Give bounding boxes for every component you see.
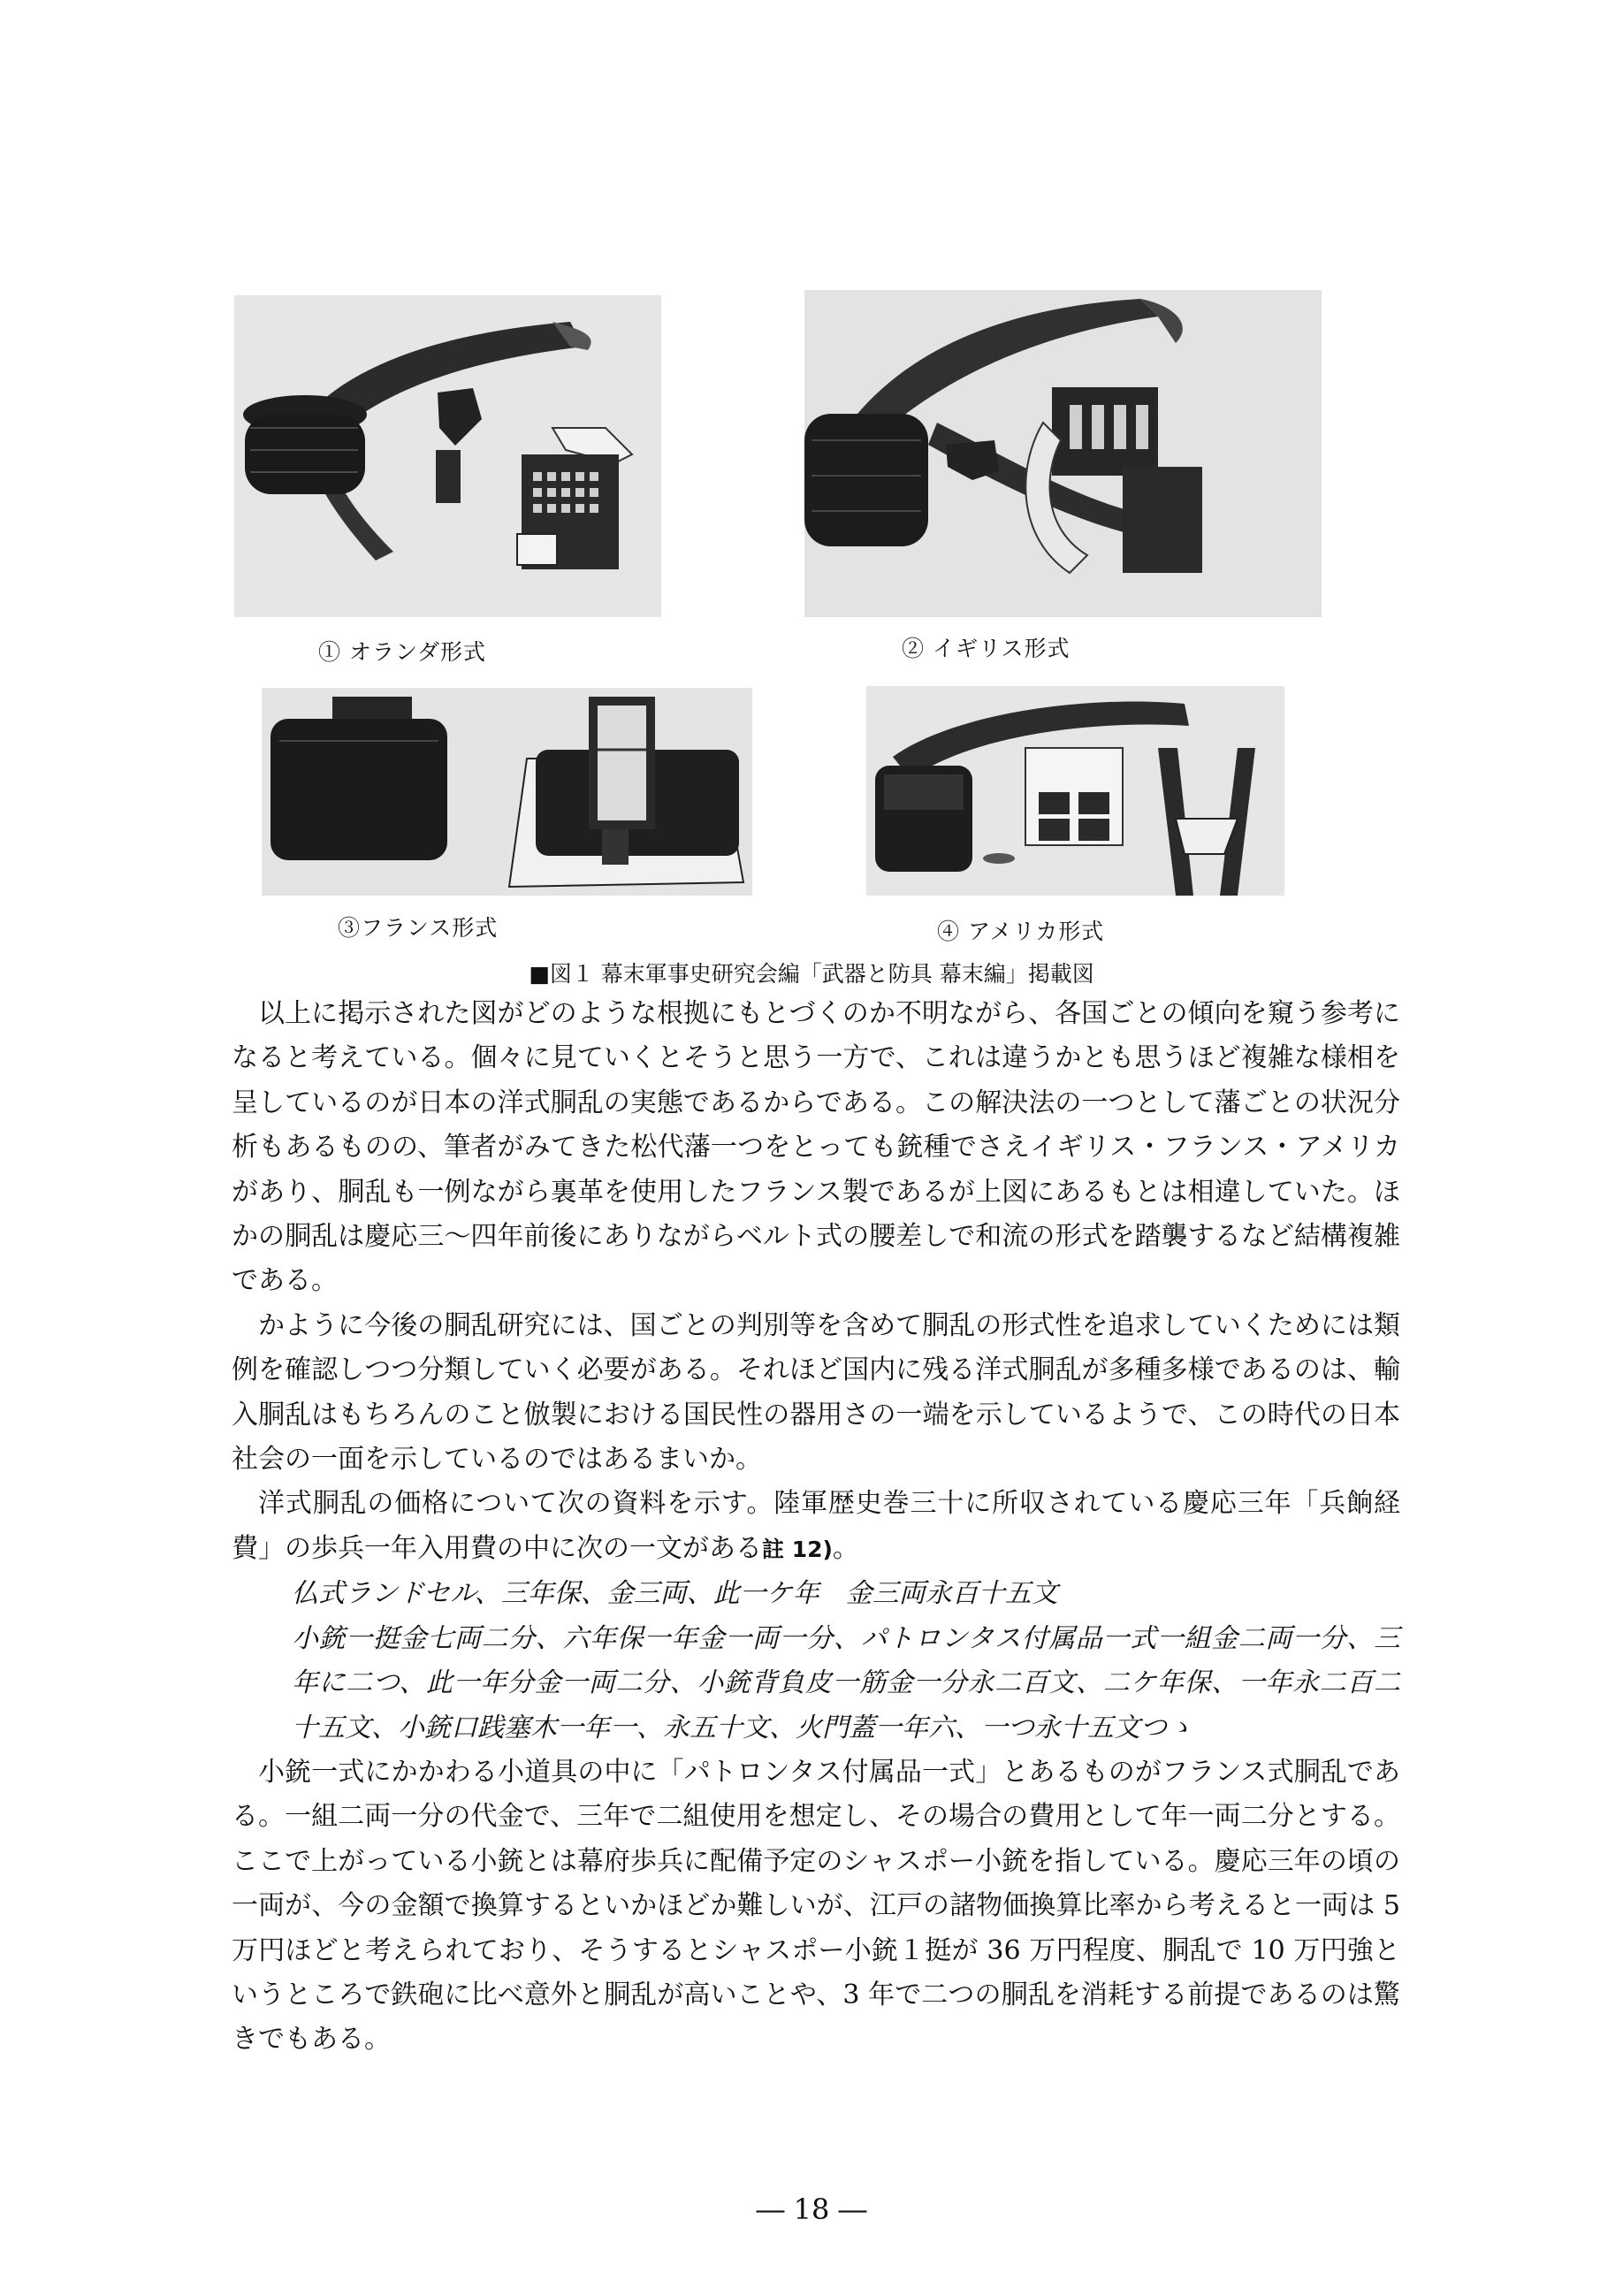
- figure-dutch-pouch: [234, 295, 661, 617]
- paragraph-3-text: 洋式胴乱の価格について次の資料を示す。陸軍歴史巻三十に所収されている慶応三年「兵餉経費」の歩兵一年入用費の中に次の一文がある: [232, 1488, 1400, 1564]
- paragraph-3: [232, 1482, 1400, 1572]
- caption-british: ② イギリス形式: [902, 636, 1071, 661]
- paragraph-2: かように今後の胴乱研究には、国ごとの判別等を含めて胴乱の形式性を追求していくためには類例を確認しつつ分類していく必要がある。それほど国内に残る洋式胴乱が多種多様であるのは、輸入胴乱はもちろんのこと倣製における国民性の器用さの一端を示しているようで、この時代の日本社会の一面を示しているのではあるまいか。: [232, 1309, 1400, 1476]
- paragraph-4: 小銃一式にかかわる小道具の中に「パトロンタス付属品一式」とあるものがフランス式胴乱である。一組二両一分の代金で、三年で二組使用を想定し、その場合の費用として年一両二分とする。ここで上がっている小銃とは幕府歩兵に配備予定のシャスポー小銃を指している。慶応三年の頃の一両が、今の金額で換算するといかほどか難しいが、江戸の諸物価換算比率から考えると一両は 5 万円ほどと考えられており、そうするとシャスポー小銃１挺が 36 万円程度、胴乱で 10 万円強というところで鉄砲に比べ意外と胴乱が高いことや、3 年で二つの胴乱を消耗する前提であるのは驚きでもある。: [232, 1756, 1400, 2056]
- figure-american-pouch: [866, 686, 1284, 896]
- caption-french: ③フランス形式: [338, 915, 499, 941]
- paragraph-1: 以上に掲示された図がどのような根拠にもとづくのか不明ながら、各国ごとの傾向を窺う参考になると考えている。個々に見ていくとそうと思う一方で、これは違うかとも思うほど複雑な様相を呈しているのが日本の洋式胴乱の実態であるからである。この解決法の一つとして藩ごとの状況分析もあるものの、筆者がみてきた松代藩一つをとっても銃種でさえイギリス・フランス・アメリカがあり、胴乱も一例ながら裏革を使用したフランス製であるが上図にあるもとは相違していた。ほかの胴乱は慶応三～四年前後にありながらベルト式の腰差しで和流の形式を踏襲するなど結構複雑である。: [232, 998, 1400, 1297]
- quote-block-2: 小銃一挺金七両二分、六年保一年金一両一分、パトロンタス付属品一式一組金二両一分、三年に二つ、此一年分金一両二分、小銃背負皮一筋金一分永二百文、二ケ年保、一年永二百二十五文、小銃口践塞木一年一、永五十文、火門蓋一年六、一つ永十五文つゝ: [292, 1622, 1400, 1743]
- quote-line-1: 仏式ランドセル、三年保、金三両、此一ケ年 金三両永百十五文: [292, 1578, 1058, 1610]
- page-number: ― 18 ―: [756, 2193, 867, 2226]
- caption-dutch: ① オランダ形式: [318, 639, 486, 665]
- caption-american: ④ アメリカ形式: [937, 919, 1105, 944]
- figure-french-pouch: [262, 688, 752, 896]
- footnote-ref-12: 註 12): [762, 1536, 833, 1562]
- figure-british-pouch: [804, 290, 1322, 617]
- paragraph-3-end: 。: [832, 1532, 859, 1564]
- figure-title: ■図１ 幕末軍事史研究会編「武器と防具 幕末編」掲載図: [529, 961, 1094, 987]
- body-text: [232, 992, 1400, 2063]
